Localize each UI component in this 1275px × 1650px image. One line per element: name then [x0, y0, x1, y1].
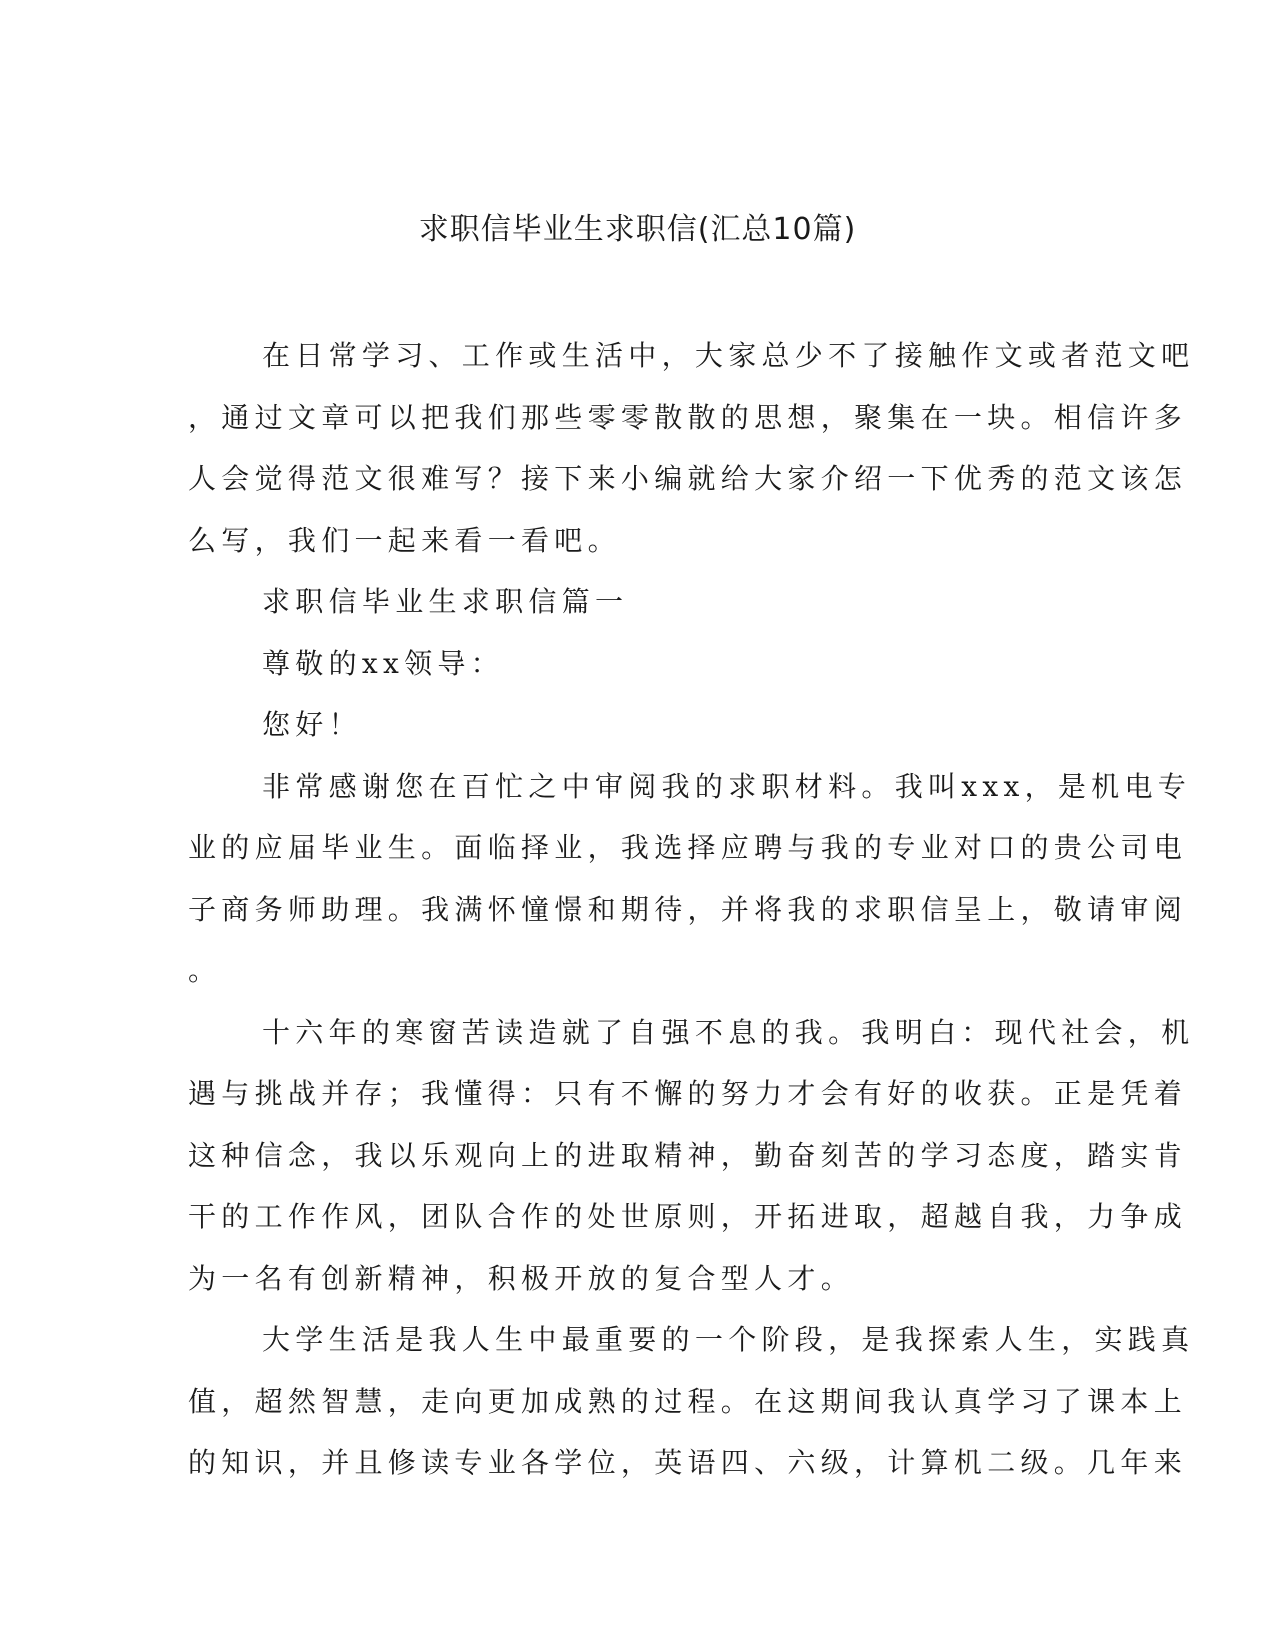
- text-line: 在日常学习、工作或生活中，大家总少不了接触作文或者范文吧: [262, 339, 1195, 372]
- section-heading: 求职信毕业生求职信篇一: [262, 585, 629, 618]
- text-line: 人会觉得范文很难写？接下来小编就给大家介绍一下优秀的范文该怎: [188, 462, 1188, 495]
- greeting: 您好！: [262, 708, 362, 741]
- text-line: 大学生活是我人生中最重要的一个阶段，是我探索人生，实践真: [262, 1323, 1195, 1356]
- text-line: 值，超然智慧，走向更加成熟的过程。在这期间我认真学习了课本上: [188, 1384, 1188, 1418]
- text-line: 十六年的寒窗苦读造就了自强不息的我。我明白：现代社会，机: [262, 1015, 1195, 1049]
- text-line: 为一名有创新精神，积极开放的复合型人才。: [188, 1261, 855, 1295]
- text-line: 遇与挑战并存；我懂得：只有不懈的努力才会有好的收获。正是凭着: [188, 1077, 1188, 1110]
- text-line: ，通过文章可以把我们那些零零散散的思想，聚集在一块。相信许多: [188, 400, 1188, 434]
- document-title: 求职信毕业生求职信(汇总10篇): [418, 212, 857, 247]
- text-line: 的知识，并且修读专业各学位，英语四、六级，计算机二级。几年来: [188, 1446, 1188, 1479]
- text-line: 。: [188, 954, 222, 987]
- text-line: 这种信念，我以乐观向上的进取精神，勤奋刻苦的学习态度，踏实肯: [188, 1138, 1188, 1172]
- text-line: 子商务师助理。我满怀憧憬和期待，并将我的求职信呈上，敬请审阅: [188, 892, 1188, 926]
- text-line: 非常感谢您在百忙之中审阅我的求职材料。我叫xxx，是机电专: [262, 769, 1192, 803]
- document-body: [188, 325, 1195, 1494]
- text-line: 干的工作作风，团队合作的处世原则，开拓进取，超越自我，力争成: [188, 1200, 1188, 1233]
- text-line: 业的应届毕业生。面临择业，我选择应聘与我的专业对口的贵公司电: [188, 831, 1188, 864]
- salutation: 尊敬的xx领导：: [262, 646, 504, 680]
- text-line: 么写，我们一起来看一看吧。: [188, 523, 621, 557]
